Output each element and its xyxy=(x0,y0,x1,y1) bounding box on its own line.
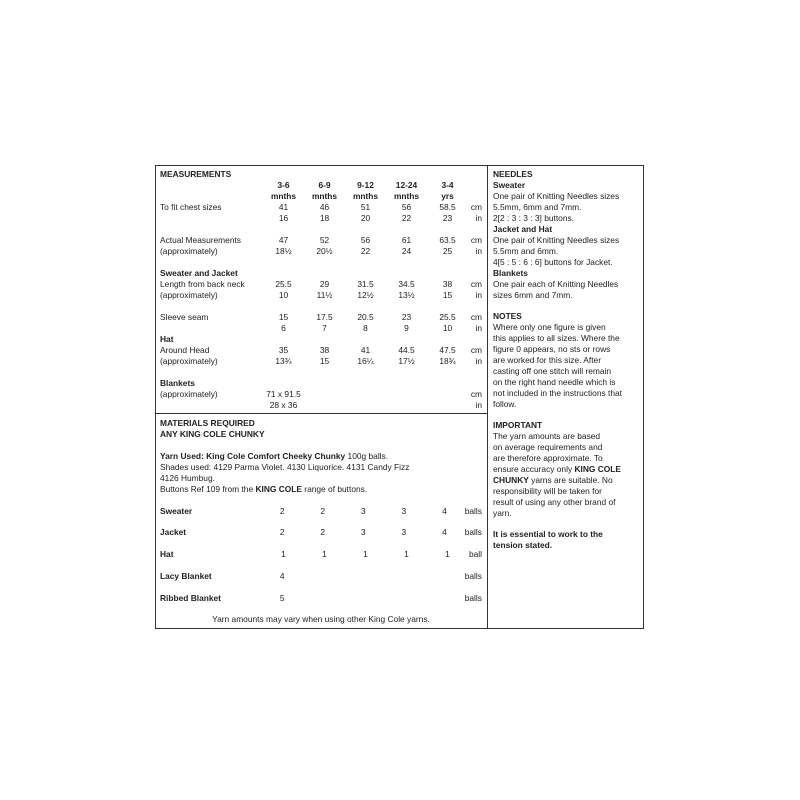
size-header-row-units xyxy=(160,191,482,202)
row-value: 24 xyxy=(401,246,412,256)
yarn-used-label: Yarn Used: King Cole Comfort Cheeky Chunky xyxy=(160,451,346,461)
section-divider xyxy=(155,413,487,414)
right-column-line: responsibility will be taken for xyxy=(493,486,602,496)
right-column-line: this applies to all sizes. Where the xyxy=(493,333,620,343)
row-value: 11½ xyxy=(316,290,333,300)
row-unit: cm xyxy=(470,279,482,289)
row-unit: cm xyxy=(470,202,482,212)
right-column-line: 2[2 : 3 : 3 : 3] buttons. xyxy=(493,213,575,223)
row-value: 56 xyxy=(401,202,412,212)
row-value: 22 xyxy=(401,213,412,223)
row-value xyxy=(263,334,304,345)
row-value xyxy=(263,378,304,389)
row-value xyxy=(302,571,343,582)
row-unit: cm xyxy=(470,312,482,322)
row-value: 1 xyxy=(445,549,450,559)
row-value xyxy=(304,378,345,389)
right-column-line: NEEDLES xyxy=(493,169,533,179)
row-value: 9 xyxy=(404,323,409,333)
row-value: 6-9 xyxy=(318,180,331,190)
column-divider xyxy=(487,165,488,629)
row-value: 1 xyxy=(363,549,368,559)
row-value: 15 xyxy=(278,312,289,322)
row-value: 25 xyxy=(442,246,453,256)
row-unit: balls xyxy=(464,506,482,516)
row-unit: cm xyxy=(470,345,482,355)
row-value xyxy=(345,400,386,411)
row-value: 4 xyxy=(442,506,447,516)
row-value xyxy=(427,334,468,345)
measurement-row xyxy=(160,279,482,290)
right-column-line: 5.5mm and 6mm. xyxy=(493,246,559,256)
row-label: Hat xyxy=(160,549,174,559)
yarn-quantity-row xyxy=(160,593,482,604)
row-value: 22 xyxy=(360,246,371,256)
right-column-line: result of using any other brand of xyxy=(493,497,616,507)
row-value xyxy=(424,571,465,582)
row-value: 2 xyxy=(279,527,285,537)
right-column-line: not included in the instructions that xyxy=(493,388,622,398)
row-value: 4 xyxy=(442,527,447,537)
row-label: Blankets xyxy=(160,378,195,388)
row-value: 44.5 xyxy=(398,345,415,355)
row-unit: cm xyxy=(470,389,482,399)
row-value: 38 xyxy=(319,345,330,355)
row-value: 13½ xyxy=(398,290,415,300)
row-value: 12½ xyxy=(357,290,374,300)
row-value: 3-6 xyxy=(277,180,290,190)
row-value xyxy=(345,268,386,279)
measurement-row xyxy=(160,400,482,411)
row-unit xyxy=(468,180,482,191)
materials-title: MATERIALS REQUIRED xyxy=(160,418,255,428)
row-value: 17½ xyxy=(398,356,415,366)
row-label xyxy=(160,400,263,411)
row-value xyxy=(386,389,427,400)
row-value: 35 xyxy=(278,345,289,355)
measurement-row xyxy=(160,345,482,356)
text: ensure accuracy only xyxy=(493,464,575,474)
row-value xyxy=(302,593,343,604)
buttons-line xyxy=(160,484,367,495)
right-column-line: One pair of Knitting Needles sizes xyxy=(493,191,620,201)
row-value: 47 xyxy=(278,235,289,245)
row-value: mnths xyxy=(352,191,379,201)
row-label: Actual Measurements xyxy=(160,235,241,245)
row-value: 28 x 36 xyxy=(269,400,298,410)
shades-line-1: Shades used: 4129 Parma Violet. 4130 Liquorice. 4131 Candy Fizz xyxy=(160,462,410,472)
row-value: 23 xyxy=(401,312,412,322)
row-label: Ribbed Blanket xyxy=(160,593,221,603)
row-value: 25.5 xyxy=(439,312,456,322)
row-value: 6 xyxy=(281,323,286,333)
row-value: 31.5 xyxy=(357,279,374,289)
row-value: 38 xyxy=(442,279,453,289)
measurements-title: MEASUREMENTS xyxy=(160,169,232,179)
row-value xyxy=(343,571,384,582)
row-unit: in xyxy=(475,290,482,300)
right-column-line: on the right hand needle which is xyxy=(493,377,616,387)
row-value: 2 xyxy=(320,506,326,516)
row-value: 16 xyxy=(278,213,289,223)
row-unit: balls xyxy=(464,593,482,603)
row-value: 63.5 xyxy=(439,235,456,245)
measurement-row xyxy=(160,389,482,400)
row-value: 10 xyxy=(442,323,453,333)
row-value: mnths xyxy=(393,191,420,201)
row-value xyxy=(384,571,425,582)
row-value xyxy=(345,378,386,389)
row-value: 15 xyxy=(442,290,453,300)
row-unit xyxy=(468,191,482,202)
row-value: 17.5 xyxy=(316,312,333,322)
row-unit: ball xyxy=(468,549,482,559)
right-column-line: The yarn amounts are based xyxy=(493,431,601,441)
row-value: 61 xyxy=(401,235,412,245)
row-unit: balls xyxy=(464,571,482,581)
row-value: 34.5 xyxy=(398,279,415,289)
right-column-line: Where only one figure is given xyxy=(493,322,606,332)
row-label xyxy=(160,213,263,224)
row-value xyxy=(427,389,468,400)
buttons-pre: Buttons Ref 109 from the xyxy=(160,484,256,494)
row-label: Lacy Blanket xyxy=(160,571,212,581)
row-unit: in xyxy=(475,400,482,410)
row-label xyxy=(160,191,263,202)
right-column-line: One pair of Knitting Needles sizes xyxy=(493,235,620,245)
measurement-row xyxy=(160,378,482,389)
row-value xyxy=(343,593,384,604)
row-unit: in xyxy=(475,323,482,333)
row-label: Sweater and Jacket xyxy=(160,268,238,278)
row-value xyxy=(427,400,468,411)
row-value: 3 xyxy=(360,527,366,537)
row-unit: cm xyxy=(470,235,482,245)
measurement-row xyxy=(160,334,482,345)
right-column-line: IMPORTANT xyxy=(493,420,543,430)
row-label: Sweater xyxy=(160,506,193,516)
row-value: 5 xyxy=(279,593,285,603)
right-column-line: Jacket and Hat xyxy=(493,224,553,234)
row-unit xyxy=(468,378,482,389)
row-label xyxy=(160,180,263,191)
row-unit: in xyxy=(475,356,482,366)
row-value xyxy=(345,389,386,400)
row-label: (approximately) xyxy=(160,290,218,300)
right-column-line: Sweater xyxy=(493,180,526,190)
row-value: 8 xyxy=(363,323,368,333)
row-value: 20.5 xyxy=(357,312,374,322)
row-value xyxy=(304,268,345,279)
row-value: mnths xyxy=(270,191,297,201)
yarn-quantity-row xyxy=(160,571,482,582)
row-value: 4 xyxy=(279,571,285,581)
right-column-line: are worked for this size. After xyxy=(493,355,601,365)
measurement-row xyxy=(160,268,482,279)
row-value xyxy=(384,593,425,604)
row-value xyxy=(386,378,427,389)
row-value: 18½ xyxy=(275,246,292,256)
materials-footer: Yarn amounts may vary when using other King Cole yarns. xyxy=(212,614,430,624)
right-column-line: NOTES xyxy=(493,311,522,321)
right-column-line: follow. xyxy=(493,399,517,409)
row-value: 9-12 xyxy=(357,180,374,190)
right-column-line: yarn. xyxy=(493,508,512,518)
row-unit: in xyxy=(475,246,482,256)
row-unit: in xyxy=(475,213,482,223)
row-label: (approximately) xyxy=(160,246,218,256)
row-value xyxy=(427,268,468,279)
row-value: 3 xyxy=(401,506,407,516)
row-value: 12-24 xyxy=(395,180,418,190)
row-unit xyxy=(468,268,482,279)
row-label: (approximately) xyxy=(160,356,218,366)
row-value: 52 xyxy=(319,235,330,245)
measurement-row xyxy=(160,312,482,323)
row-value: 3 xyxy=(401,527,407,537)
row-value: 16¼ xyxy=(357,356,374,366)
right-column-line: tension stated. xyxy=(493,540,553,550)
row-value: 3 xyxy=(360,506,366,516)
row-value: 2 xyxy=(320,527,326,537)
row-value xyxy=(424,593,465,604)
row-value: mnths xyxy=(311,191,338,201)
row-value: 13¾ xyxy=(275,356,292,366)
measurement-row xyxy=(160,290,482,301)
row-value: 58.5 xyxy=(439,202,456,212)
row-value: 3-4 xyxy=(441,180,454,190)
row-value: 7 xyxy=(322,323,327,333)
row-value: 56 xyxy=(360,235,371,245)
buttons-brand: KING COLE xyxy=(255,484,302,494)
row-label: Hat xyxy=(160,334,174,344)
measurement-row xyxy=(160,323,482,334)
row-value: 20 xyxy=(360,213,371,223)
materials-subtitle: ANY KING COLE CHUNKY xyxy=(160,429,265,439)
row-label: To fit chest sizes xyxy=(160,202,222,212)
brand-name: KING COLE xyxy=(574,464,621,474)
row-value: 18¾ xyxy=(439,356,456,366)
row-value xyxy=(304,389,345,400)
row-value xyxy=(345,334,386,345)
right-column-line: sizes 6mm and 7mm. xyxy=(493,290,573,300)
yarn-quantity-row xyxy=(160,549,482,560)
right-column-line: 4[5 : 5 : 6 : 6] buttons for Jacket. xyxy=(493,257,613,267)
right-column-line: One pair each of Knitting Needles xyxy=(493,279,619,289)
size-header-row xyxy=(160,180,482,191)
brand-name: CHUNKY xyxy=(493,475,529,485)
row-value: 1 xyxy=(404,549,409,559)
row-value: 41 xyxy=(360,345,371,355)
right-column-line: are therefore approximate. To xyxy=(493,453,603,463)
measurement-row xyxy=(160,246,482,257)
row-value: yrs xyxy=(441,191,454,201)
row-value: 71 x 91.5 xyxy=(266,389,301,399)
row-value xyxy=(304,400,345,411)
row-value: 23 xyxy=(442,213,453,223)
row-value xyxy=(386,334,427,345)
right-column-line xyxy=(493,464,643,475)
measurement-row xyxy=(160,235,482,246)
row-label: Length from back neck xyxy=(160,279,245,289)
buttons-post: range of buttons. xyxy=(301,484,368,494)
right-column-line: Blankets xyxy=(493,268,528,278)
measurement-row xyxy=(160,202,482,213)
shades-line-2: 4126 Humbug. xyxy=(160,473,215,483)
row-value: 1 xyxy=(322,549,327,559)
yarn-quantity-row xyxy=(160,506,482,517)
row-unit: balls xyxy=(464,527,482,537)
row-value: 20½ xyxy=(316,246,333,256)
row-value: 2 xyxy=(279,506,285,516)
row-label: Sleeve seam xyxy=(160,312,209,322)
measurement-row xyxy=(160,356,482,367)
row-unit xyxy=(468,334,482,345)
row-value xyxy=(304,334,345,345)
measurement-row xyxy=(160,213,482,224)
yarn-used-rest: 100g balls. xyxy=(345,451,389,461)
right-column-line: casting off one stitch will remain xyxy=(493,366,612,376)
row-value: 10 xyxy=(278,290,289,300)
row-value: 29 xyxy=(319,279,330,289)
row-label: (approximately) xyxy=(160,389,218,399)
right-column-line: It is essential to work to the xyxy=(493,529,603,539)
row-value xyxy=(386,268,427,279)
right-column-line: 5.5mm, 6mm and 7mm. xyxy=(493,202,582,212)
text: yarns are suitable. No xyxy=(528,475,613,485)
right-column-line xyxy=(493,475,643,486)
row-value: 15 xyxy=(319,356,330,366)
row-label: Around Head xyxy=(160,345,210,355)
row-value: 51 xyxy=(360,202,371,212)
row-value: 41 xyxy=(278,202,289,212)
row-value xyxy=(386,400,427,411)
yarn-used xyxy=(160,451,388,462)
row-value xyxy=(427,378,468,389)
row-value: 25.5 xyxy=(275,279,292,289)
row-value: 47.5 xyxy=(439,345,456,355)
row-label xyxy=(160,323,263,334)
right-column-line: on average requirements and xyxy=(493,442,603,452)
yarn-quantity-row xyxy=(160,527,482,538)
row-value xyxy=(263,268,304,279)
row-value: 1 xyxy=(281,549,286,559)
row-label: Jacket xyxy=(160,527,187,537)
row-value: 18 xyxy=(319,213,330,223)
row-value: 46 xyxy=(319,202,330,212)
right-column-line: figure 0 appears, no sts or rows xyxy=(493,344,611,354)
